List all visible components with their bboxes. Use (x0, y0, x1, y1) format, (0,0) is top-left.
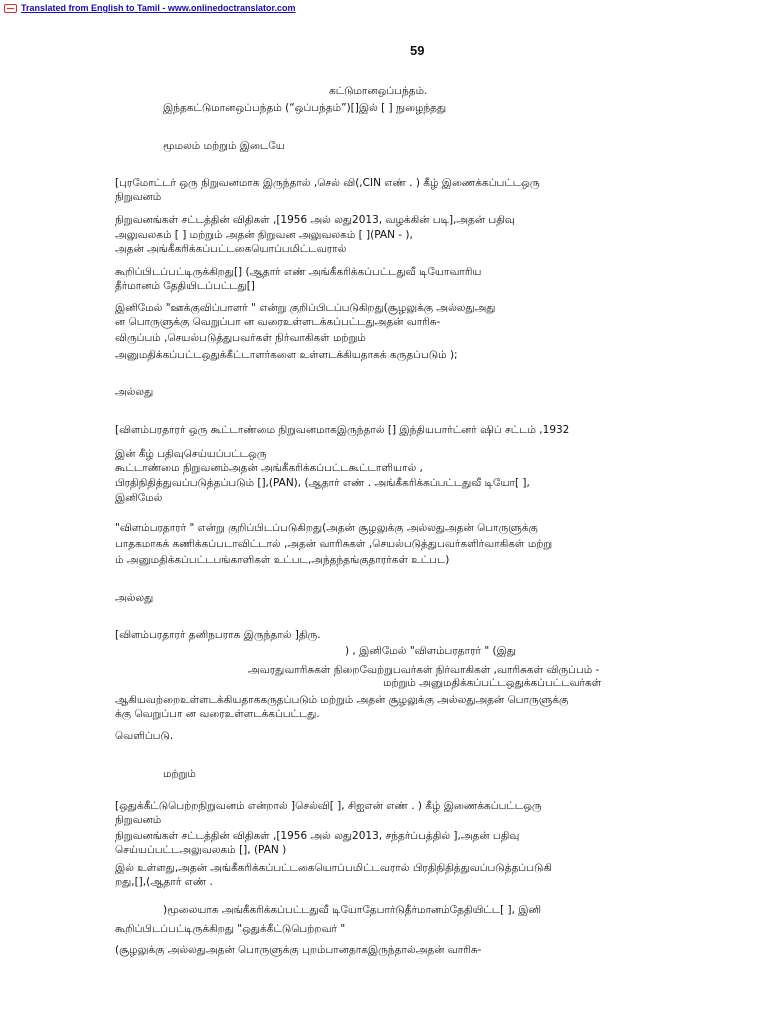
text-line: நிறுவனங்கள் சட்டத்தின் விதிகள் ,[1956 அல் லது2013, வழக்கின் படி],அதன் பதிவு (115, 214, 515, 226)
text-line: இந்தகட்டுமானஒப்பந்தம் (“ஒப்பந்தம்”)[]இல் [ ] நுழைந்தது (163, 102, 447, 114)
text-line: கூறிப்பிடப்பட்டிருக்கிறது "ஒதுக்கீட்டுபெற்றவர் " (115, 923, 346, 935)
text-line: அல்லது (115, 386, 154, 398)
text-line: [ஒதுக்கீட்டுபெற்றநிறுவனம் என்றால் ]செல்வி[ ], சிஐஎன் எண் . ) கீழ் இணைக்கப்பட்டஒரு (115, 800, 542, 812)
text-line: ) , இனிமேல் "விளம்பரதாரர் " (இது (345, 645, 516, 657)
text-line: ஆகியவற்றைஉள்ளடக்கியதாககருதப்படும் மற்றும் அதன் சூழலுக்கு அல்லதுஅதன் பொருளுக்கு (115, 694, 569, 706)
text-line: தீர்மானம் தேதியிடப்பட்டது[] (115, 280, 255, 292)
text-line: கூட்டாண்மை நிறுவனம்அதன் அங்கீகரிக்கப்பட்டகூட்டாளியால் , (115, 462, 423, 474)
text-line: வெளிப்படு. (115, 730, 174, 742)
text-line: ம் அனுமதிக்கப்பட்டபங்காளிகள் உட்பட,அந்தந்தங்குதாரர்கள் உட்பட) (115, 554, 450, 566)
text-line: மூமலம் மற்றும் இடையே (163, 140, 285, 152)
text-line: இனிமேல் "ஊக்குவிப்பாளர் " என்று குறிப்பிடப்படுகிறது(சூழலுக்கு அல்லதுஅது (115, 302, 496, 314)
translation-banner[interactable] (4, 2, 296, 14)
text-line: றது,[],(ஆதார் எண் . (115, 876, 213, 888)
text-line: பாதகமாகக் கணிக்கப்படாவிட்டால் ,அதன் வாரிசுகள் ,செயல்படுத்துபவர்களிர்வாகிகள் மற்று (115, 538, 553, 550)
page-number: 59 (410, 43, 425, 58)
text-line: [புரமோட்டர் ஒரு நிறுவனமாக இருந்தால் ,செல் வி(,CIN எண் . ) கீழ் இணைக்கப்பட்டஒரு (115, 177, 540, 189)
text-line: [விளம்பரதாரர் தனிநபராக இருந்தால் ]திரு. (115, 629, 321, 641)
text-line: அலுவலகம் [ ] மற்றும் அதன் நிறுவன அலுவலகம் [ ](PAN - ), (115, 229, 413, 241)
text-line: க்கு வெறுப்பா ன வரைஉள்ளடக்கப்பட்டது. (115, 708, 320, 720)
text-line: நிறுவனங்கள் சட்டத்தின் விதிகள் ,[1956 அல் லது2013, சந்தர்ப்பத்தில் ],அதன் பதிவு (115, 830, 520, 842)
text-line: இனிமேல் (115, 492, 163, 504)
text-line: விருப்பம் ,செயல்படுத்துபவர்கள் நிர்வாகிகள் மற்றும் (115, 332, 366, 344)
text-line: ன பொருளுக்கு வெறுப்பா ன வரைஉள்ளடக்கப்பட்டதுஅதன் வாரிசு- (115, 316, 441, 328)
text-line: அதன் அங்கீகரிக்கப்பட்டகையொப்பமிட்டவரால் (115, 243, 347, 255)
text-line: நிறுவனம் (115, 191, 162, 203)
document-icon (4, 4, 17, 13)
text-line: அனுமதிக்கப்பட்டஒதுக்கீட்டாளர்களை உள்ளடக்கியதாகக் கருதப்படும் ); (115, 349, 458, 361)
text-line: இன் கீழ் பதிவுசெய்யப்பட்டஒரு (115, 448, 267, 460)
text-line: மற்றும் அனுமதிக்கப்பட்டஒதுக்கப்பட்டவர்கள் (383, 677, 602, 689)
text-line: "விளம்பரதாரர் " என்று குறிப்பிடப்படுகிறது(அதன் சூழலுக்கு அல்லதுஅதன் பொருளுக்கு (115, 522, 538, 534)
text-line: பிரதிநிதித்துவப்படுத்தப்படும் [],(PAN), (ஆதார் எண் . அங்கீகரிக்கப்பட்டதுவீ டியோ[ ], (115, 477, 530, 489)
text-line: [விளம்பரதாரர் ஒரு கூட்டாண்மை நிறுவனமாகஇருந்தால் [] இந்தியபார்ட்னர் ஷிப் சட்டம் ,1932 (115, 424, 570, 436)
translation-banner-link[interactable]: Translated from English to Tamil - www.onlinedoctranslator.com (21, 3, 296, 13)
text-line: இல் உள்ளது,அதன் அங்கீகரிக்கப்பட்டகையொப்பமிட்டவரால் பிரதிநிதித்துவப்படுத்தப்படுகி (115, 862, 553, 874)
text-line: செய்யப்பட்டஅலுவலகம் [], (PAN ) (115, 844, 287, 856)
text-line: கூறிப்பிடப்பட்டிருக்கிறது[] (ஆதார் எண் அங்கீகரிக்கப்பட்டதுவீ டியோவாரிய (115, 266, 482, 278)
text-line: அல்லது (115, 592, 154, 604)
text-line: அவரதுவாரிசுகள் நிறைவேற்றுபவர்கள் நிர்வாகிகள் ,வாரிசுகள் விருப்பம் - (248, 664, 600, 676)
text-line: )மூலையாக அங்கீகரிக்கப்பட்டதுவீ டியோதேபார்டுதீர்மானம்தேதியிட்ட[ ], இனி (163, 904, 542, 916)
text-line: கட்டுமானஒப்பந்தம். (329, 85, 428, 97)
text-line: மற்றும் (163, 768, 196, 780)
text-line: (சூழலுக்கு அல்லதுஅதன் பொருளுக்கு புறம்பானதாகஇருந்தால்அதன் வாரிசு- (115, 944, 482, 956)
text-line: நிறுவனம் (115, 814, 162, 826)
